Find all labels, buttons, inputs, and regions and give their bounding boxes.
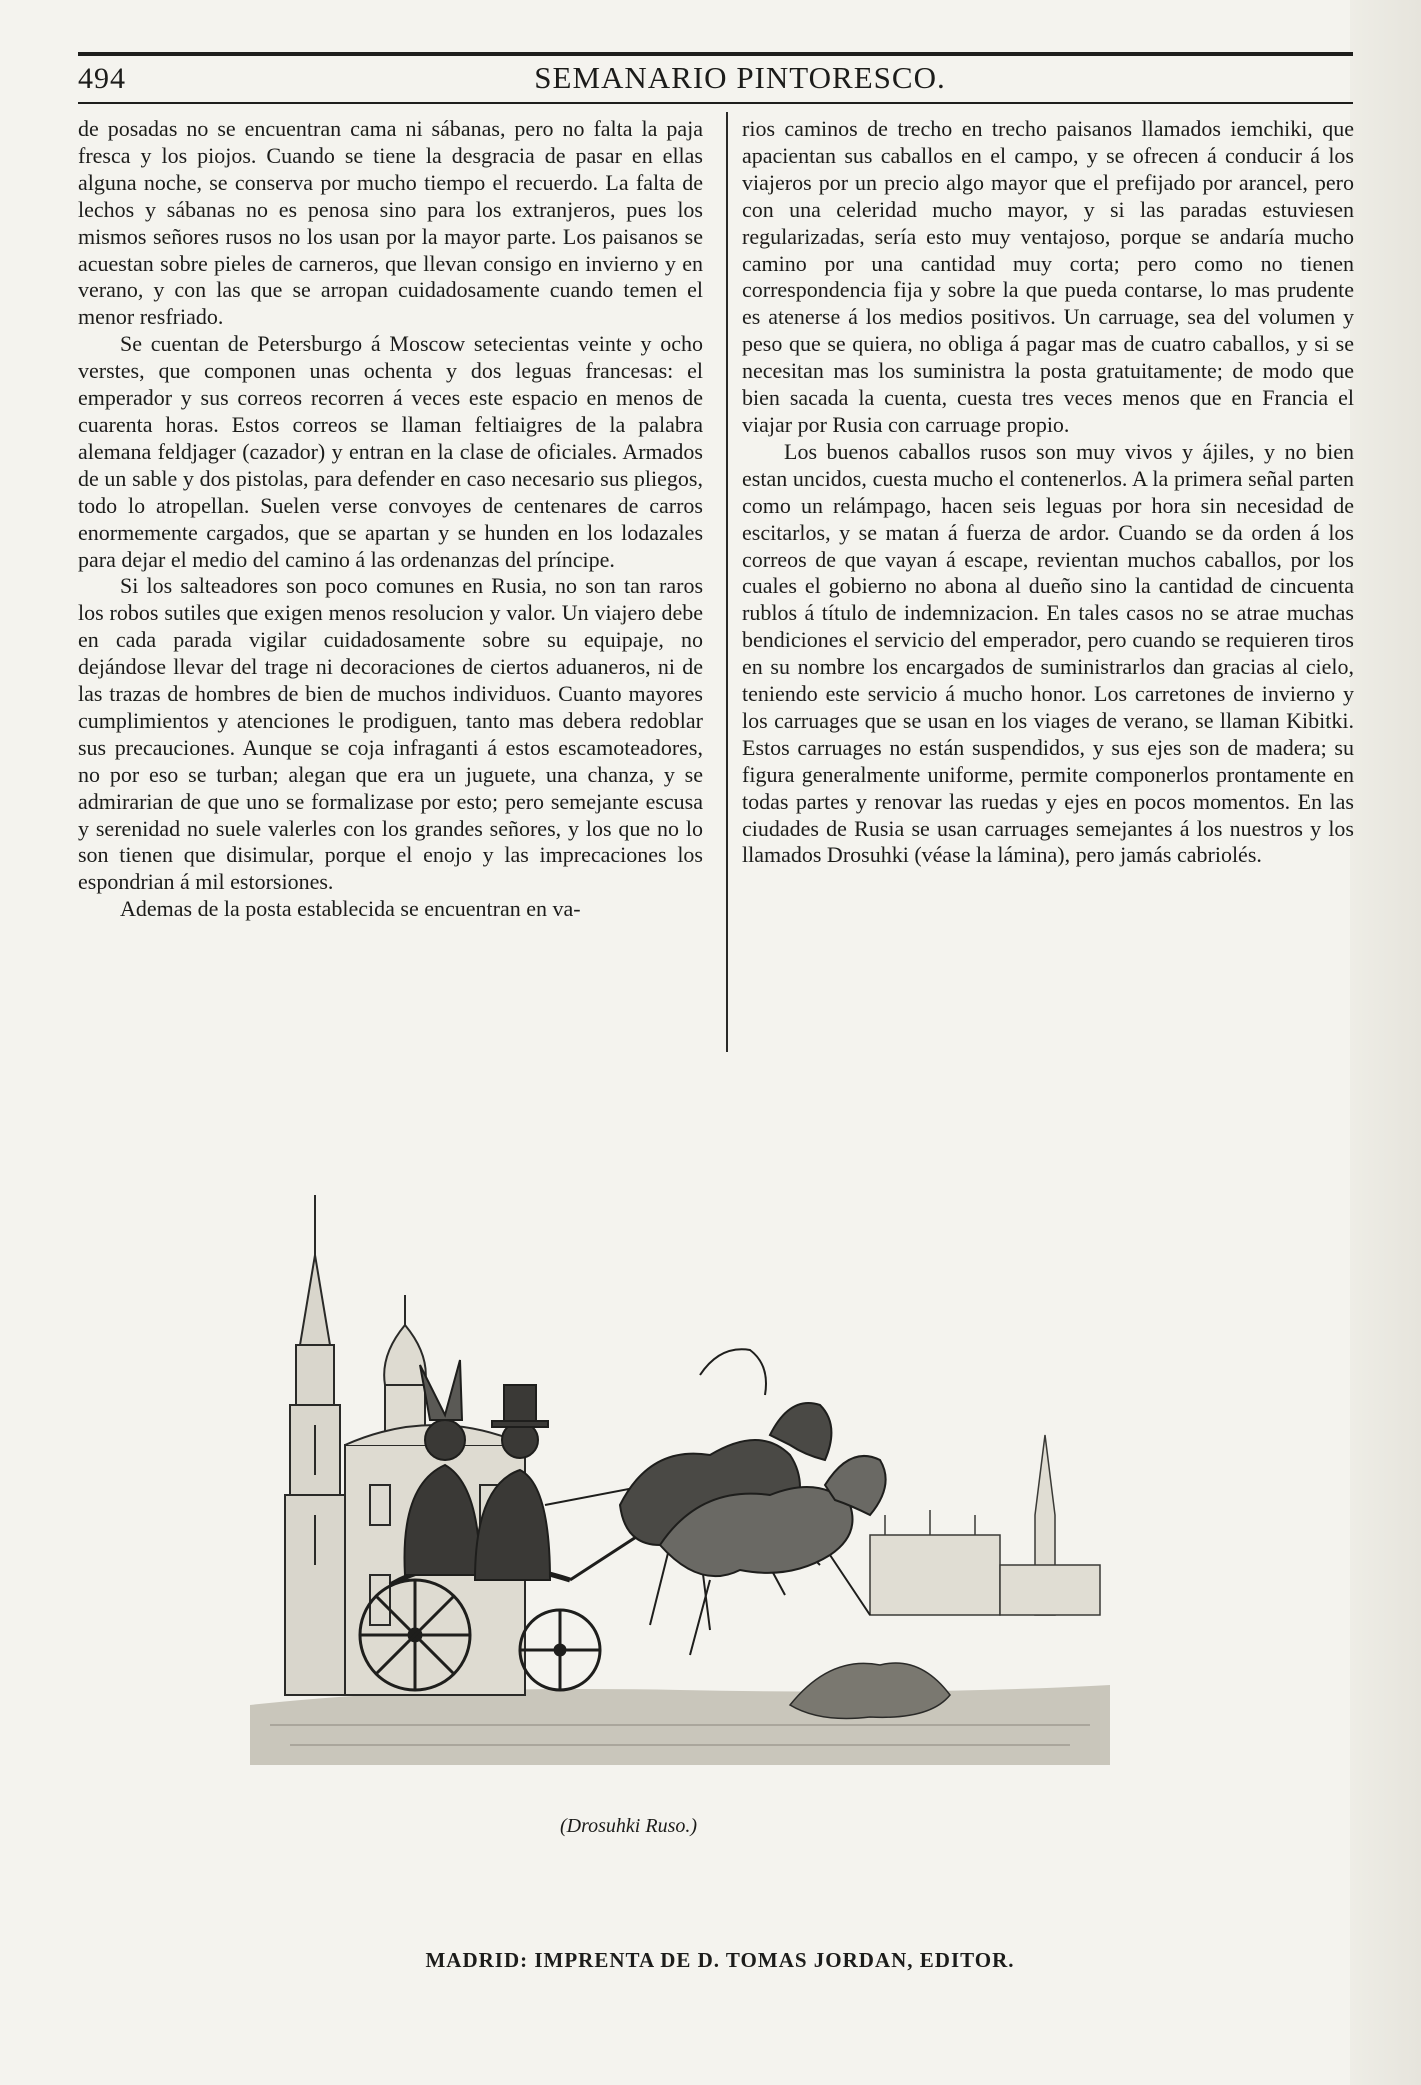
left-paragraph-1: de posadas no se encuentran cama ni sábanas, pero no falta la paja fresca y los piojos. Cuando se tiene la desgracia de pasar en ellas alguna noche, se conserva por mucho tiempo el recuerdo. La falta de lechos y sábanas no es penosa sino para los extranjeros, pues los mismos señores rusos no los usan por la mayor parte. Los paisanos se acuestan sobre pieles de carneros, que llevan consigo en invierno y en verano, y con las que se arropan cuidadosamente cuando temen el menor resfriado. [78, 116, 703, 330]
drosuhki-engraving [230, 1185, 1130, 1785]
right-paragraph-2: Los buenos caballos rusos son muy vivos y ájiles, y no bien estan uncidos, cuesta mucho el contenerlos. A la primera señal parten como un relámpago, hacen seis leguas por hora sin necesidad de escitarlos, y se matan á fuerza de ardor. Cuando se da orden á los correos de que vayan á escape, revientan muchos caballos, por los cuales el gobierno no abona al dueño sino la cantidad de cincuenta rublos á título de indemnizacion. En tales casos no se atrae muchas bendiciones el servicio del emperador, pero cuando se requieren tiros en su nombre los encargados de suministrarlos dan gracias al cielo, teniendo este servicio á mucho honor. Los carretones de invierno y los carruages que se usan en los viages de verano, se llaman Kibitki. Estos carruages no están suspendidos, y sus ejes son de madera; su figura generalmente uniforme, permite componerlos prontamente en todas partes y renovar las ruedas y ejes en pocos momentos. En las ciudades de Rusia se usan carruages semejantes á los nuestros y los llamados Drosuhki (véase la lámina), pero jamás cabriolés. [742, 438, 1354, 868]
distant-buildings [870, 1435, 1100, 1615]
left-paragraph-4: Ademas de la posta establecida se encuentran en va- [120, 896, 581, 922]
header-rule-bottom [78, 102, 1353, 104]
page-number: 494 [78, 62, 126, 95]
running-title: SEMANARIO PINTORESCO. [534, 60, 946, 95]
left-paragraph-3: Si los salteadores son poco comunes en Rusia, no son tan raros los robos sutiles que exigen menos resolucion y valor. Un viajero debe en cada parada vigilar cuidadosamente sobre su equipaje, no dejándose llevar del trage ni decoraciones de ciertos aduaneros, ni de las trazas de hombres de bien de muchos individuos. Cuanto mayores cumplimientos y atenciones le prodiguen, tanto mas debera redoblar sus precauciones. Aunque se coja infraganti á estos escamoteadores, no por eso se turban; alegan que era un juguete, una chanza, y se admirarian de que uno se formalizase por esto; pero semejante escusa y serenidad no suele valerles con los grandes señores, y los que no lo son tienen que disimular, porque el enojo y las imprecaciones los espondrian á mil estorsiones. [78, 573, 703, 895]
engraving-shrub [790, 1663, 950, 1719]
right-paragraph-1: rios caminos de trecho en trecho paisanos llamados iemchiki, que apacientan sus caballos en el campo, y se ofrecen á conducir á los viajeros por un precio algo mayor que el prefijado por arancel, pero con una celeridad mucho mayor, y si las paradas estuviesen regularizadas, sería esto muy ventajoso, porque se andaría mucho camino por una cantidad muy corta; pero como no tienen correspondencia fija y sobre la que pueda contarse, lo mas prudente es atenerse á los medios positivos. Un carruage, sea del volumen y peso que se quiera, no obliga á pagar mas de cuatro caballos, y si se necesitan mas los suministra la posta gratuitamente; de modo que bien sacada la cuenta, cuesta tres veces menos que en Francia el viajar por Rusia con carruage propio. [742, 116, 1354, 437]
right-column [742, 116, 1354, 869]
header-rule-top [78, 52, 1353, 56]
left-paragraph-2: Se cuentan de Petersburgo á Moscow setecientas veinte y ocho verstes, que componen unas ochenta y dos leguas francesas: el emperador y sus correos recorren á veces este espacio en menos de cuarenta horas. Estos correos se llaman feltiaigres de la palabra alemana feldjager (cazador) y entran en la clase de oficiales. Armados de un sable y dos pistolas, para defender en caso necesario sus pliegos, todo lo atropellan. Suelen verse convoyes de centenares de carros enormemente cargados, que se apartan y se hunden en los lodazales para dejar el medio del camino á las ordenanzas del príncipe. [78, 331, 703, 572]
bell-tower [285, 1195, 345, 1695]
printer-imprint: MADRID: IMPRENTA DE D. TOMAS JORDAN, EDITOR. [425, 1948, 1015, 1972]
left-column [78, 116, 703, 923]
illustration-caption: (Drosuhki Ruso.) [560, 1815, 698, 1837]
column-divider [726, 112, 728, 1052]
carriage-passengers [405, 1360, 651, 1580]
horse-team [620, 1349, 886, 1655]
page-edge-bleed [1350, 0, 1421, 2085]
